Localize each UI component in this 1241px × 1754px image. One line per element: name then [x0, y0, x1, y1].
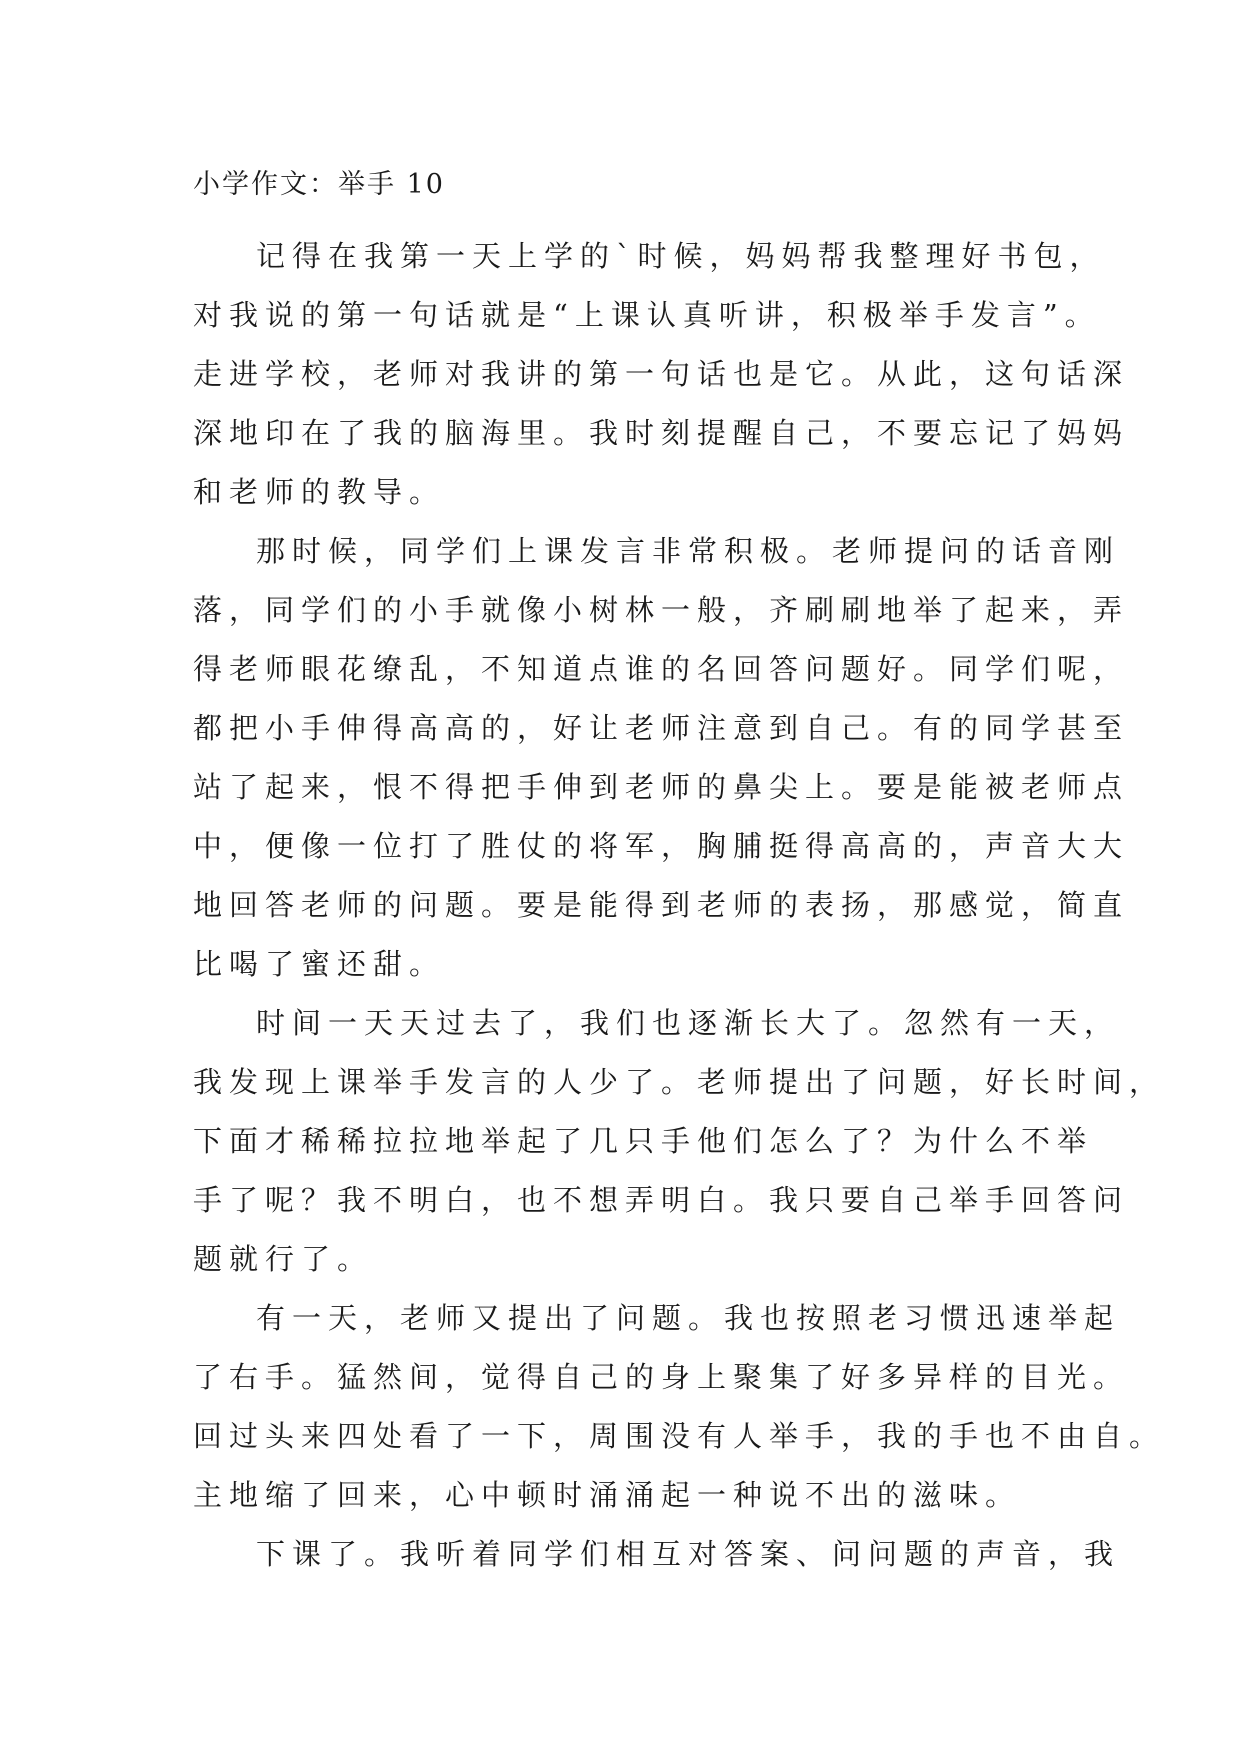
- paragraph-line: 比喝了蜜还甜。: [193, 947, 446, 981]
- paragraph-line: 站了起来，恨不得把手伸到老师的鼻尖上。要是能被老师点: [193, 770, 1130, 804]
- paragraph-line: 走进学校，老师对我讲的第一句话也是它。从此，这句话深: [193, 357, 1130, 391]
- paragraph-line: 手了呢？我不明白，也不想弄明白。我只要自己举手回答问: [193, 1183, 1130, 1217]
- paragraph-line: 和老师的教导。: [193, 475, 446, 509]
- document-page: [193, 165, 1166, 1584]
- paragraph-line: 落，同学们的小手就像小树林一般，齐刷刷地举了起来，弄: [193, 593, 1130, 627]
- paragraph-line: 地回答老师的问题。要是能得到老师的表扬，那感觉，简直: [193, 888, 1130, 922]
- paragraph-3: [193, 994, 1166, 1289]
- paragraph-line: 下面才稀稀拉拉地举起了几只手他们怎么了？为什么不举: [193, 1124, 1094, 1158]
- paragraph-line: 我发现上课举手发言的人少了。老师提出了问题，好长时间，: [193, 1065, 1166, 1099]
- paragraph-line: 都把小手伸得高高的，好让老师注意到自己。有的同学甚至: [193, 711, 1130, 745]
- paragraph-5: [193, 1525, 1121, 1584]
- paragraph-line: 中，便像一位打了胜仗的将军，胸脯挺得高高的，声音大大: [193, 829, 1130, 863]
- paragraph-line: 下课了。我听着同学们相互对答案、问问题的声音，我: [256, 1537, 1121, 1571]
- paragraph-line: 得老师眼花缭乱，不知道点谁的名回答问题好。同学们呢，: [193, 652, 1130, 686]
- paragraph-line: 了右手。猛然间，觉得自己的身上聚集了好多异样的目光。: [193, 1360, 1130, 1394]
- document-title: 小学作文：举手 10: [193, 169, 445, 200]
- paragraph-2: [193, 522, 1130, 994]
- paragraph-line: 记得在我第一天上学的`时候，妈妈帮我整理好书包，: [256, 239, 1106, 273]
- paragraph-line: 题就行了。: [193, 1242, 374, 1276]
- paragraph-4: [193, 1289, 1166, 1525]
- paragraph-line: 对我说的第一句话就是“上课认真听讲，积极举手发言”。: [193, 298, 1101, 332]
- paragraph-1: [193, 227, 1130, 522]
- paragraph-line: 那时候，同学们上课发言非常积极。老师提问的话音刚: [256, 534, 1121, 568]
- paragraph-line: 回过头来四处看了一下，周围没有人举手，我的手也不由自。: [193, 1419, 1166, 1453]
- paragraph-line: 深地印在了我的脑海里。我时刻提醒自己，不要忘记了妈妈: [193, 416, 1130, 450]
- paragraph-line: 主地缩了回来，心中顿时涌涌起一种说不出的滋味。: [193, 1478, 1022, 1512]
- paragraph-line: 时间一天天过去了，我们也逐渐长大了。忽然有一天，: [256, 1006, 1121, 1040]
- paragraph-line: 有一天，老师又提出了问题。我也按照老习惯迅速举起: [256, 1301, 1121, 1335]
